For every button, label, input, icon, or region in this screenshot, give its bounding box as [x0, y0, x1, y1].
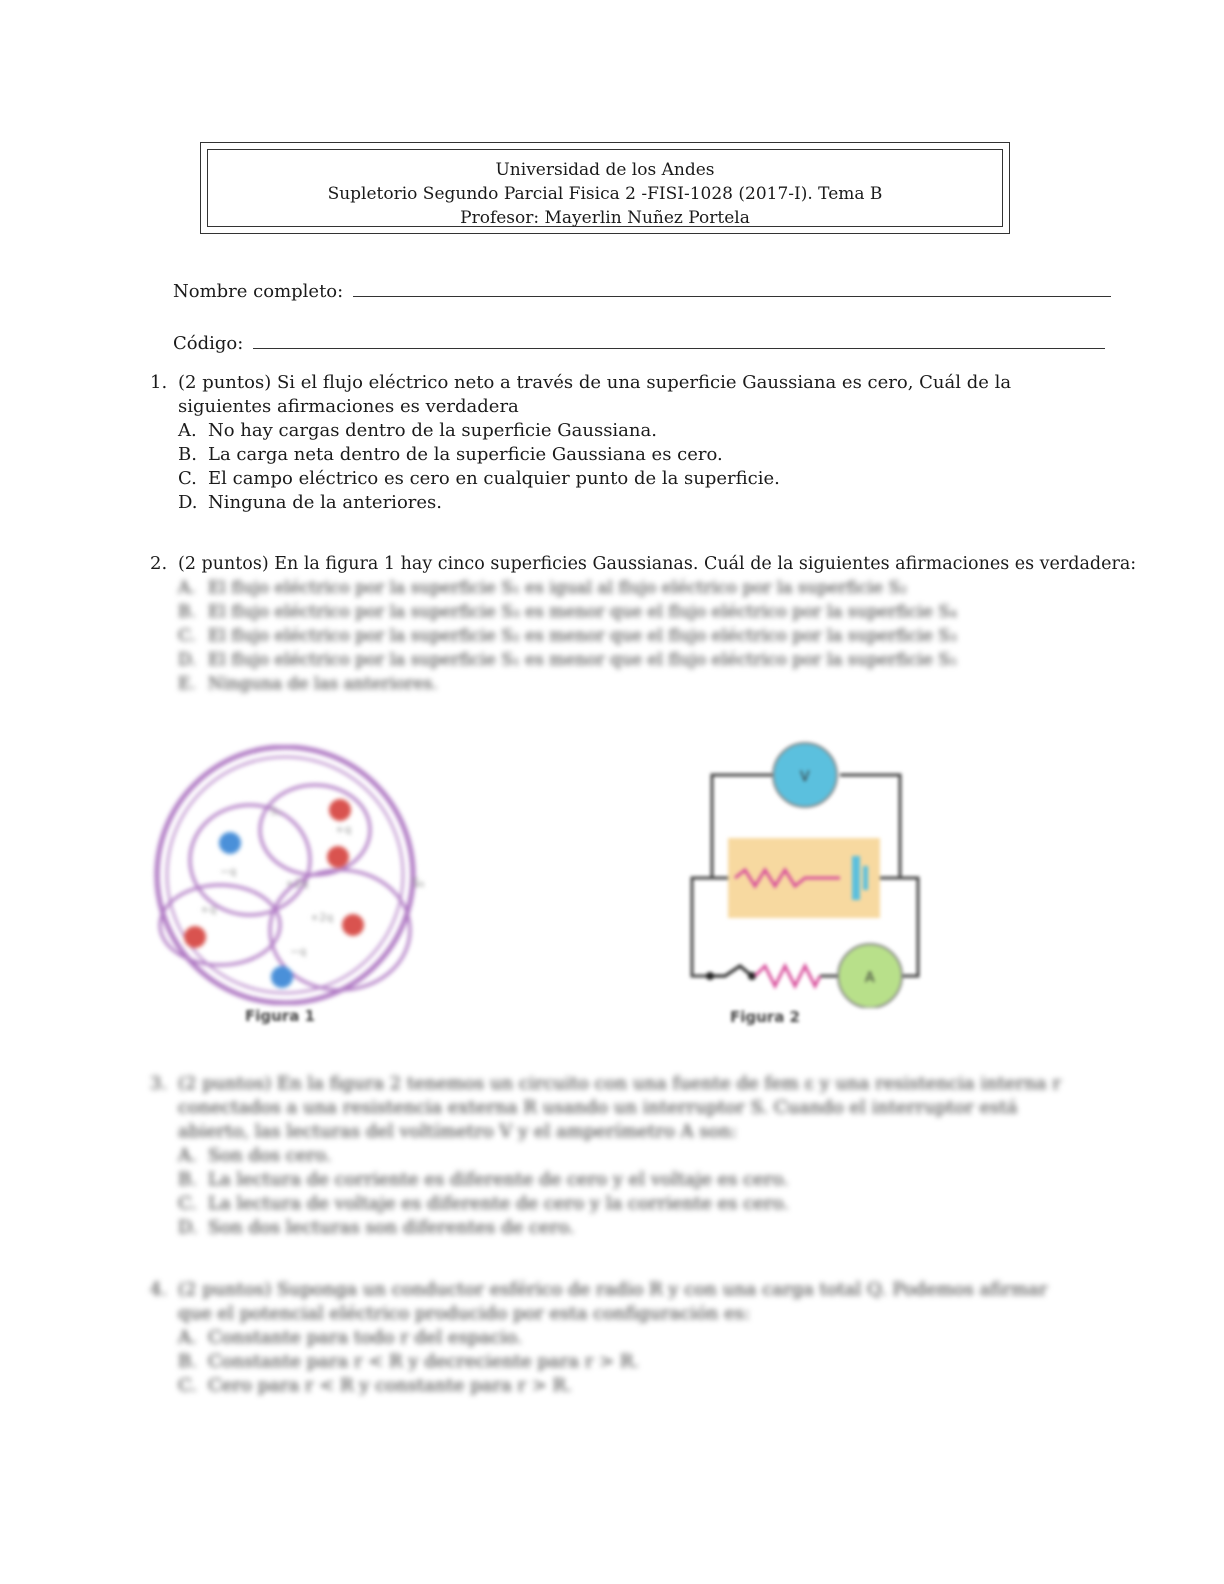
question-number: 2. [150, 553, 168, 574]
svg-text:+2q: +2q [310, 911, 334, 924]
question-2 [150, 552, 1137, 696]
positive-charge [329, 799, 351, 821]
left-wire [692, 878, 712, 976]
svg-text:V: V [800, 769, 810, 785]
svg-text:+q: +q [200, 903, 217, 916]
code-label: Código: [173, 333, 244, 354]
negative-charge [271, 966, 293, 988]
negative-charge [219, 832, 241, 854]
option-b: B. La carga neta dentro de la superficie Gaussiana es cero. [178, 444, 723, 465]
question-text: (2 puntos) Suponga un conductor esférico de radio R y con una carga total Q. Podemos afirmar que el potencial eléctrico producido por esta configuración es: [178, 1279, 1048, 1324]
option-d: D. Son dos lecturas son diferentes de cero. [178, 1217, 575, 1238]
positive-charge [184, 926, 206, 948]
question-number: 3. [150, 1073, 168, 1094]
option-e: E. Ninguna de las anteriores. [178, 674, 438, 694]
question-1 [150, 371, 1080, 515]
surface-outer [157, 747, 413, 1003]
question-3 [150, 1072, 1080, 1240]
name-label: Nombre completo: [173, 281, 344, 302]
professor-name: Profesor: Mayerlin Nuñez Portela [460, 208, 750, 228]
figure-2-caption: Figura 2 [730, 1008, 800, 1026]
circuit-diagram [680, 738, 940, 1008]
university-name: Universidad de los Andes [495, 160, 715, 180]
option-c: C. El campo eléctrico es cero en cualquier punto de la superficie. [178, 468, 780, 489]
question-number: 1. [150, 372, 168, 393]
svg-text:A: A [865, 970, 875, 986]
figure-1-caption: Figura 1 [245, 1007, 315, 1025]
name-blank-line[interactable] [353, 295, 1111, 297]
positive-charge [327, 846, 349, 868]
switch [710, 966, 752, 976]
option-b: B. Constante para r < R y decreciente para r > R. [178, 1351, 640, 1372]
option-d: D. Ninguna de la anteriores. [178, 492, 442, 513]
surface-2 [260, 785, 370, 875]
option-b: B. La lectura de corriente es diferente de cero y el voltaje es cero. [178, 1169, 789, 1190]
code-blank-line[interactable] [253, 347, 1105, 349]
option-a: A. Constante para todo r del espacio. [178, 1327, 523, 1348]
blurred-options [178, 576, 1080, 696]
option-a: A. El flujo eléctrico por la superficie S₁ es igual al flujo eléctrico por la superficie S₂ [178, 578, 907, 598]
header-inner [207, 149, 1003, 227]
question-text: (2 puntos) En la figura 1 hay cinco superficies Gaussianas. Cuál de la siguientes afirmaciones es verdadera: [178, 554, 1137, 574]
battery-terminal [863, 866, 868, 890]
svg-text:−q: −q [220, 865, 237, 878]
external-resistor [755, 966, 820, 986]
svg-text:+q: +q [335, 823, 352, 836]
exam-title: Supletorio Segundo Parcial Fisica 2 -FISI-1028 (2017-I). Tema B [327, 184, 883, 204]
header-box [200, 142, 1010, 234]
figure-1 [140, 745, 460, 1035]
battery-terminal [852, 856, 860, 900]
svg-text:+2q: +2q [285, 877, 309, 890]
right-wire [898, 878, 918, 976]
question-number: 4. [150, 1279, 168, 1300]
option-a: A. Son dos cero. [178, 1145, 332, 1166]
code-field [173, 333, 1105, 354]
surface-1 [190, 805, 310, 915]
question-4 [150, 1278, 1080, 1398]
svg-text:−q: −q [290, 945, 307, 958]
option-c: C. Cero para r < R y constante para r > R. [178, 1375, 572, 1396]
label-s5: S₅ [412, 876, 425, 890]
name-field [173, 281, 1111, 302]
option-c: C. La lectura de voltaje es diferente de cero y la corriente es cero. [178, 1193, 789, 1214]
gaussian-surfaces-diagram [140, 745, 460, 1005]
option-d: D. El flujo eléctrico por la superficie S₁ es menor que el flujo eléctrico por la superficie S₅ [178, 650, 957, 670]
svg-text:S₁: S₁ [270, 805, 282, 818]
figure-2 [680, 738, 940, 1038]
option-b: B. El flujo eléctrico por la superficie S₃ es menor que el flujo eléctrico por la superficie S₄ [178, 602, 957, 622]
question-text: (2 puntos) Si el flujo eléctrico neto a través de una superficie Gaussiana es cero, Cuál de la siguientes afirmaciones es verdadera [178, 372, 1012, 417]
option-c: C. El flujo eléctrico por la superficie S₂ es menor que el flujo eléctrico por la superficie S₃ [178, 626, 957, 646]
option-a: A. No hay cargas dentro de la superficie Gaussiana. [178, 420, 657, 441]
question-text: (2 puntos) En la figura 2 tenemos un circuito con una fuente de fem ε y una resistencia interna r conectados a una resistencia externa R usando un interruptor S. Cuando el interruptor está abierto, las lecturas del voltímetro V y el amperímetro A son: [178, 1073, 1061, 1142]
positive-charge [342, 914, 364, 936]
